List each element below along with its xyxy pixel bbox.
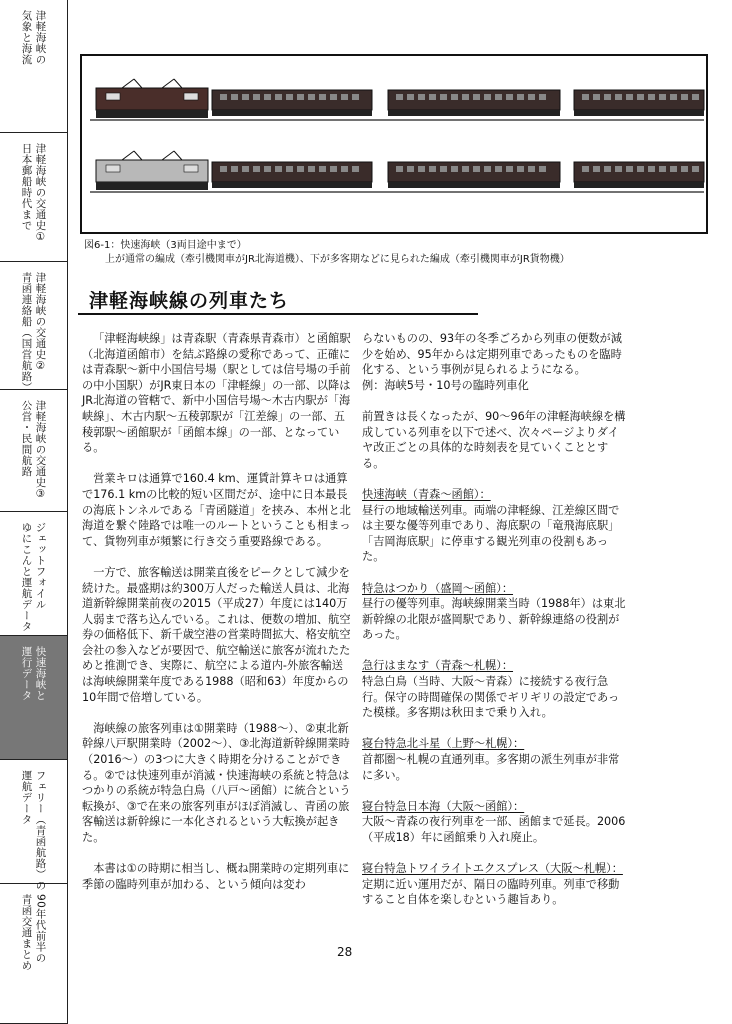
car-window [242,166,249,172]
car-window [648,166,655,172]
section-title: 津軽海峡線の列車たち [89,290,290,312]
train-formation-figure [80,54,708,234]
passenger-car-underframe [388,110,560,116]
car-window [286,94,293,100]
car-window [319,166,326,172]
sidebar-tab-label [20,10,48,132]
car-window [451,166,458,172]
car-window [429,94,436,100]
sidebar-tab[interactable] [0,0,67,133]
car-window [429,166,436,172]
train-entry [362,736,630,783]
locomotive-window [106,93,120,100]
caption-line-1: 図6-1：快速海峡（3両目途中まで） [84,240,247,251]
car-window [297,94,304,100]
car-window [593,166,600,172]
train-title: 特急はつかり（盛岡～函館）： [362,581,514,595]
passenger-car-underframe [574,182,704,188]
passenger-car-underframe [574,110,704,116]
car-window [604,166,611,172]
locomotive-window [184,165,198,172]
car-window [604,94,611,100]
locomotive-window [184,93,198,100]
car-window [681,166,688,172]
train-entry [362,581,630,643]
car-window [473,166,480,172]
sidebar-tab[interactable] [0,512,67,636]
car-window [462,94,469,100]
car-window [440,94,447,100]
preface-paragraph: 前置きは長くなったが、90～96年の津軽海峡線を構成している列車を以下で述べ、次々ページよりダイヤ改正ごとの具体的な時刻表を見ていくこととする。 [362,409,626,470]
train-title: 快速海峡（青森～函館）： [362,487,491,501]
heading-underline [78,313,478,315]
train-description: 昼行の優等列車。海峡線開業当時（1988年）は東北新幹線の北限が盛岡駅であり、新幹線連絡の役割があった。 [362,597,626,642]
car-window [517,166,524,172]
sidebar-tab-label [20,522,48,635]
train-title: 寝台特急トワイライトエクスプレス（大阪～札幌）： [362,862,623,876]
sidebar-tab-label [20,272,48,393]
car-window [352,166,359,172]
car-window [637,166,644,172]
car-window [418,166,425,172]
train-description: 定期に近い運用だが、隔日の臨時列車。列車で移動すること自体を楽しむという趣旨あり。 [362,877,620,907]
train-description: 首都圏～札幌の直通列車。多客期の派生列車が非常に多い。 [362,753,620,782]
train-title: 寝台特急日本海（大阪～函館）： [362,799,525,813]
train-formation-illustration [82,56,706,232]
car-window [659,94,666,100]
car-window [407,166,414,172]
car-window [626,94,633,100]
paragraph: 「津軽海峡線」は青森駅（青森県青森市）と函館駅（北海道函館市）を結ぶ路線の愛称であって、正確には青森駅～新中小国信号場（駅としては信号場の手前の中小国駅）がJR東日本の「津軽線」の一部、以降はJR北海道の管轄で、新中小国信号場～木古内駅が「海峡線」、木古内駅～五稜郭駅が「江差線」の一部、五稜郭駅～函館駅が「函館本線」の一部、となっている。 [82,332,351,455]
car-window [484,166,491,172]
sidebar-tab-line: ゆにこんと運航データ [20,522,33,632]
example-note: 例：海峡5号・10号の臨時列車化 [362,378,529,392]
car-window [615,166,622,172]
car-window [539,94,546,100]
paragraph-continued [362,331,630,393]
car-window [528,166,535,172]
left-column [82,331,352,908]
car-window [506,166,513,172]
car-window [681,94,688,100]
car-window [297,166,304,172]
paragraph-text: らないものの、93年の冬季ごろから列車の便数が減少を始め、95年からは定期列車であったものを臨時化する、という事例が見られるようになる。 [362,332,622,377]
car-window [352,94,359,100]
car-window [528,94,535,100]
paragraph: 営業キロは通算で160.4 km、運賃計算キロは通算で176.1 kmの比較的短い区間だが、途中に日本最長の海底トンネルである「青函隧道」を挟み、本州と北海道を繋ぐ陸路では唯一のルートということも相まって、貨物列車が頻繁に行き交う重要路線である。 [82,472,351,548]
sidebar-tab[interactable] [0,133,67,262]
sidebar-tab[interactable] [0,884,67,1024]
car-window [615,94,622,100]
car-window [319,94,326,100]
car-window [495,94,502,100]
car-window [286,166,293,172]
sidebar-tab-line: 津軽海峡の [34,10,47,65]
locomotive-bogie [96,110,208,118]
car-window [341,166,348,172]
sidebar-tab[interactable] [0,390,67,512]
chapter-sidebar [0,0,68,1024]
train-entry [362,658,630,720]
train-description: 特急白鳥（当時、大阪～青森）に接続する夜行急行。保守の時間確保の関係でギリギリの設定であった模様。多客期は秋田まで乗り入れ。 [362,675,620,720]
car-window [407,94,414,100]
car-window [582,166,589,172]
sidebar-tab-line: 運航データ [20,770,33,825]
section-heading [78,284,708,316]
sidebar-tab-label [20,894,48,1023]
car-window [626,166,633,172]
pantograph [122,79,182,88]
sidebar-tab[interactable] [0,760,67,891]
car-window [539,166,546,172]
sidebar-tab-line: 津軽海峡の交通史② [34,272,47,373]
sidebar-tab-label [20,770,48,891]
sidebar-tab-line: ジェットフォイル [34,522,47,610]
train-description: 大阪～青森の夜行列車を一部、函館まで延長。2006（平成18）年に函館乗り入れ廃止。 [362,815,626,844]
car-window [242,94,249,100]
passenger-car-underframe [212,110,372,116]
car-window [495,166,502,172]
car-window [506,94,513,100]
pantograph [122,151,182,160]
sidebar-tab[interactable] [0,636,67,760]
paragraph: 本書は①の時期に相当し、概ね開業時の定期列車に季節の臨時列車が加わる、という傾向は変わ [82,862,350,891]
car-window [308,94,315,100]
train-entry [362,799,630,846]
train-description: 昼行の地域輸送列車。両端の津軽線、江差線区間では主要な優等列車であり、海底駅の「竜飛海底駅」「吉岡海底駅」に停車する観光列車の役割もあった。 [362,503,620,564]
passenger-car-underframe [388,182,560,188]
sidebar-tab-line: 津軽海峡の交通史① [34,143,47,244]
train-title: 寝台特急北斗星（上野～札幌）： [362,737,525,751]
car-window [253,94,260,100]
train-entry [362,487,630,565]
car-window [308,166,315,172]
car-window [396,94,403,100]
car-window [220,166,227,172]
car-window [670,94,677,100]
car-window [462,166,469,172]
sidebar-tab-line: 90年代前半の [34,894,47,964]
car-window [231,166,238,172]
car-window [341,94,348,100]
car-window [637,94,644,100]
sidebar-tab-line: 運行データ [20,646,33,701]
sidebar-tab-line: 津軽海峡の交通史③ [34,400,47,501]
car-window [418,94,425,100]
passenger-car-underframe [212,182,372,188]
car-window [231,94,238,100]
car-window [451,94,458,100]
car-window [659,166,666,172]
car-window [275,166,282,172]
paragraph: 一方で、旅客輸送は開業直後をピークとして減少を続けた。最盛期は約300万人だった輸送人員は、北海道新幹線開業前夜の2015（平成27）年度には140万人弱まで落ち込んでいる。これは、便数の増加、航空券の価格低下、新千歳空港の営業時間拡大、格安航空会社の参入などが要因で、航空輸送に旅客が流れたためと推測でき、実際に、航空による道内-外旅客輸送は海峡線開業年度である1988（昭和63）年度からの10年間で倍増している。 [82,565,351,704]
car-window [264,166,271,172]
figure-caption [84,239,570,267]
sidebar-tab-line: 日本郵船時代まで [20,143,33,231]
car-window [264,94,271,100]
sidebar-tab[interactable] [0,262,67,393]
sidebar-tab-line: 気象と海流 [20,10,33,65]
car-window [593,94,600,100]
car-window [473,94,480,100]
car-window [396,166,403,172]
sidebar-tab-line: 青函連絡船（国営航路） [20,272,33,393]
sidebar-tab-line: 青函交通まとめ [20,894,33,971]
caption-line-2: 上が通常の編成（牽引機関車がJR北海道機）、下が多客期などに見られた編成（牽引機関車がJR貨物機） [105,254,570,265]
car-window [692,94,699,100]
car-window [440,166,447,172]
car-window [670,166,677,172]
sidebar-tab-label [20,646,48,759]
car-window [517,94,524,100]
locomotive-window [106,165,120,172]
sidebar-tab-line: 快速海峡と [34,646,47,701]
car-window [648,94,655,100]
page-number: 28 [337,945,353,959]
car-window [582,94,589,100]
car-window [484,94,491,100]
car-window [330,166,337,172]
car-window [330,94,337,100]
car-window [220,94,227,100]
locomotive-bogie [96,182,208,190]
sidebar-tab-line: 公営・民間航路 [20,400,33,477]
paragraph: 海峡線の旅客列車は①開業時（1988～）、②東北新幹線八戸駅開業時（2002～）、③北海道新幹線開業時（2016～）の3つに大きく時期を分けることができる。②では快速列車が消滅・快速海峡の系統と特急はつかりの系統が特急白鳥（八戸～函館）に統合という転換が、③で在来の旅客列車がほぼ消滅し、青函の旅客輸送は新幹線に一本化されるという大転換が起きた。 [82,721,351,844]
sidebar-tab-label [20,400,48,511]
train-title: 急行はまなす（青森～札幌）： [362,659,514,673]
car-window [253,166,260,172]
sidebar-tab-line: フェリー（青函航路）の [34,770,47,891]
train-entry [362,861,630,908]
right-column [362,331,630,924]
car-window [275,94,282,100]
sidebar-tab-label [20,143,48,261]
car-window [692,166,699,172]
